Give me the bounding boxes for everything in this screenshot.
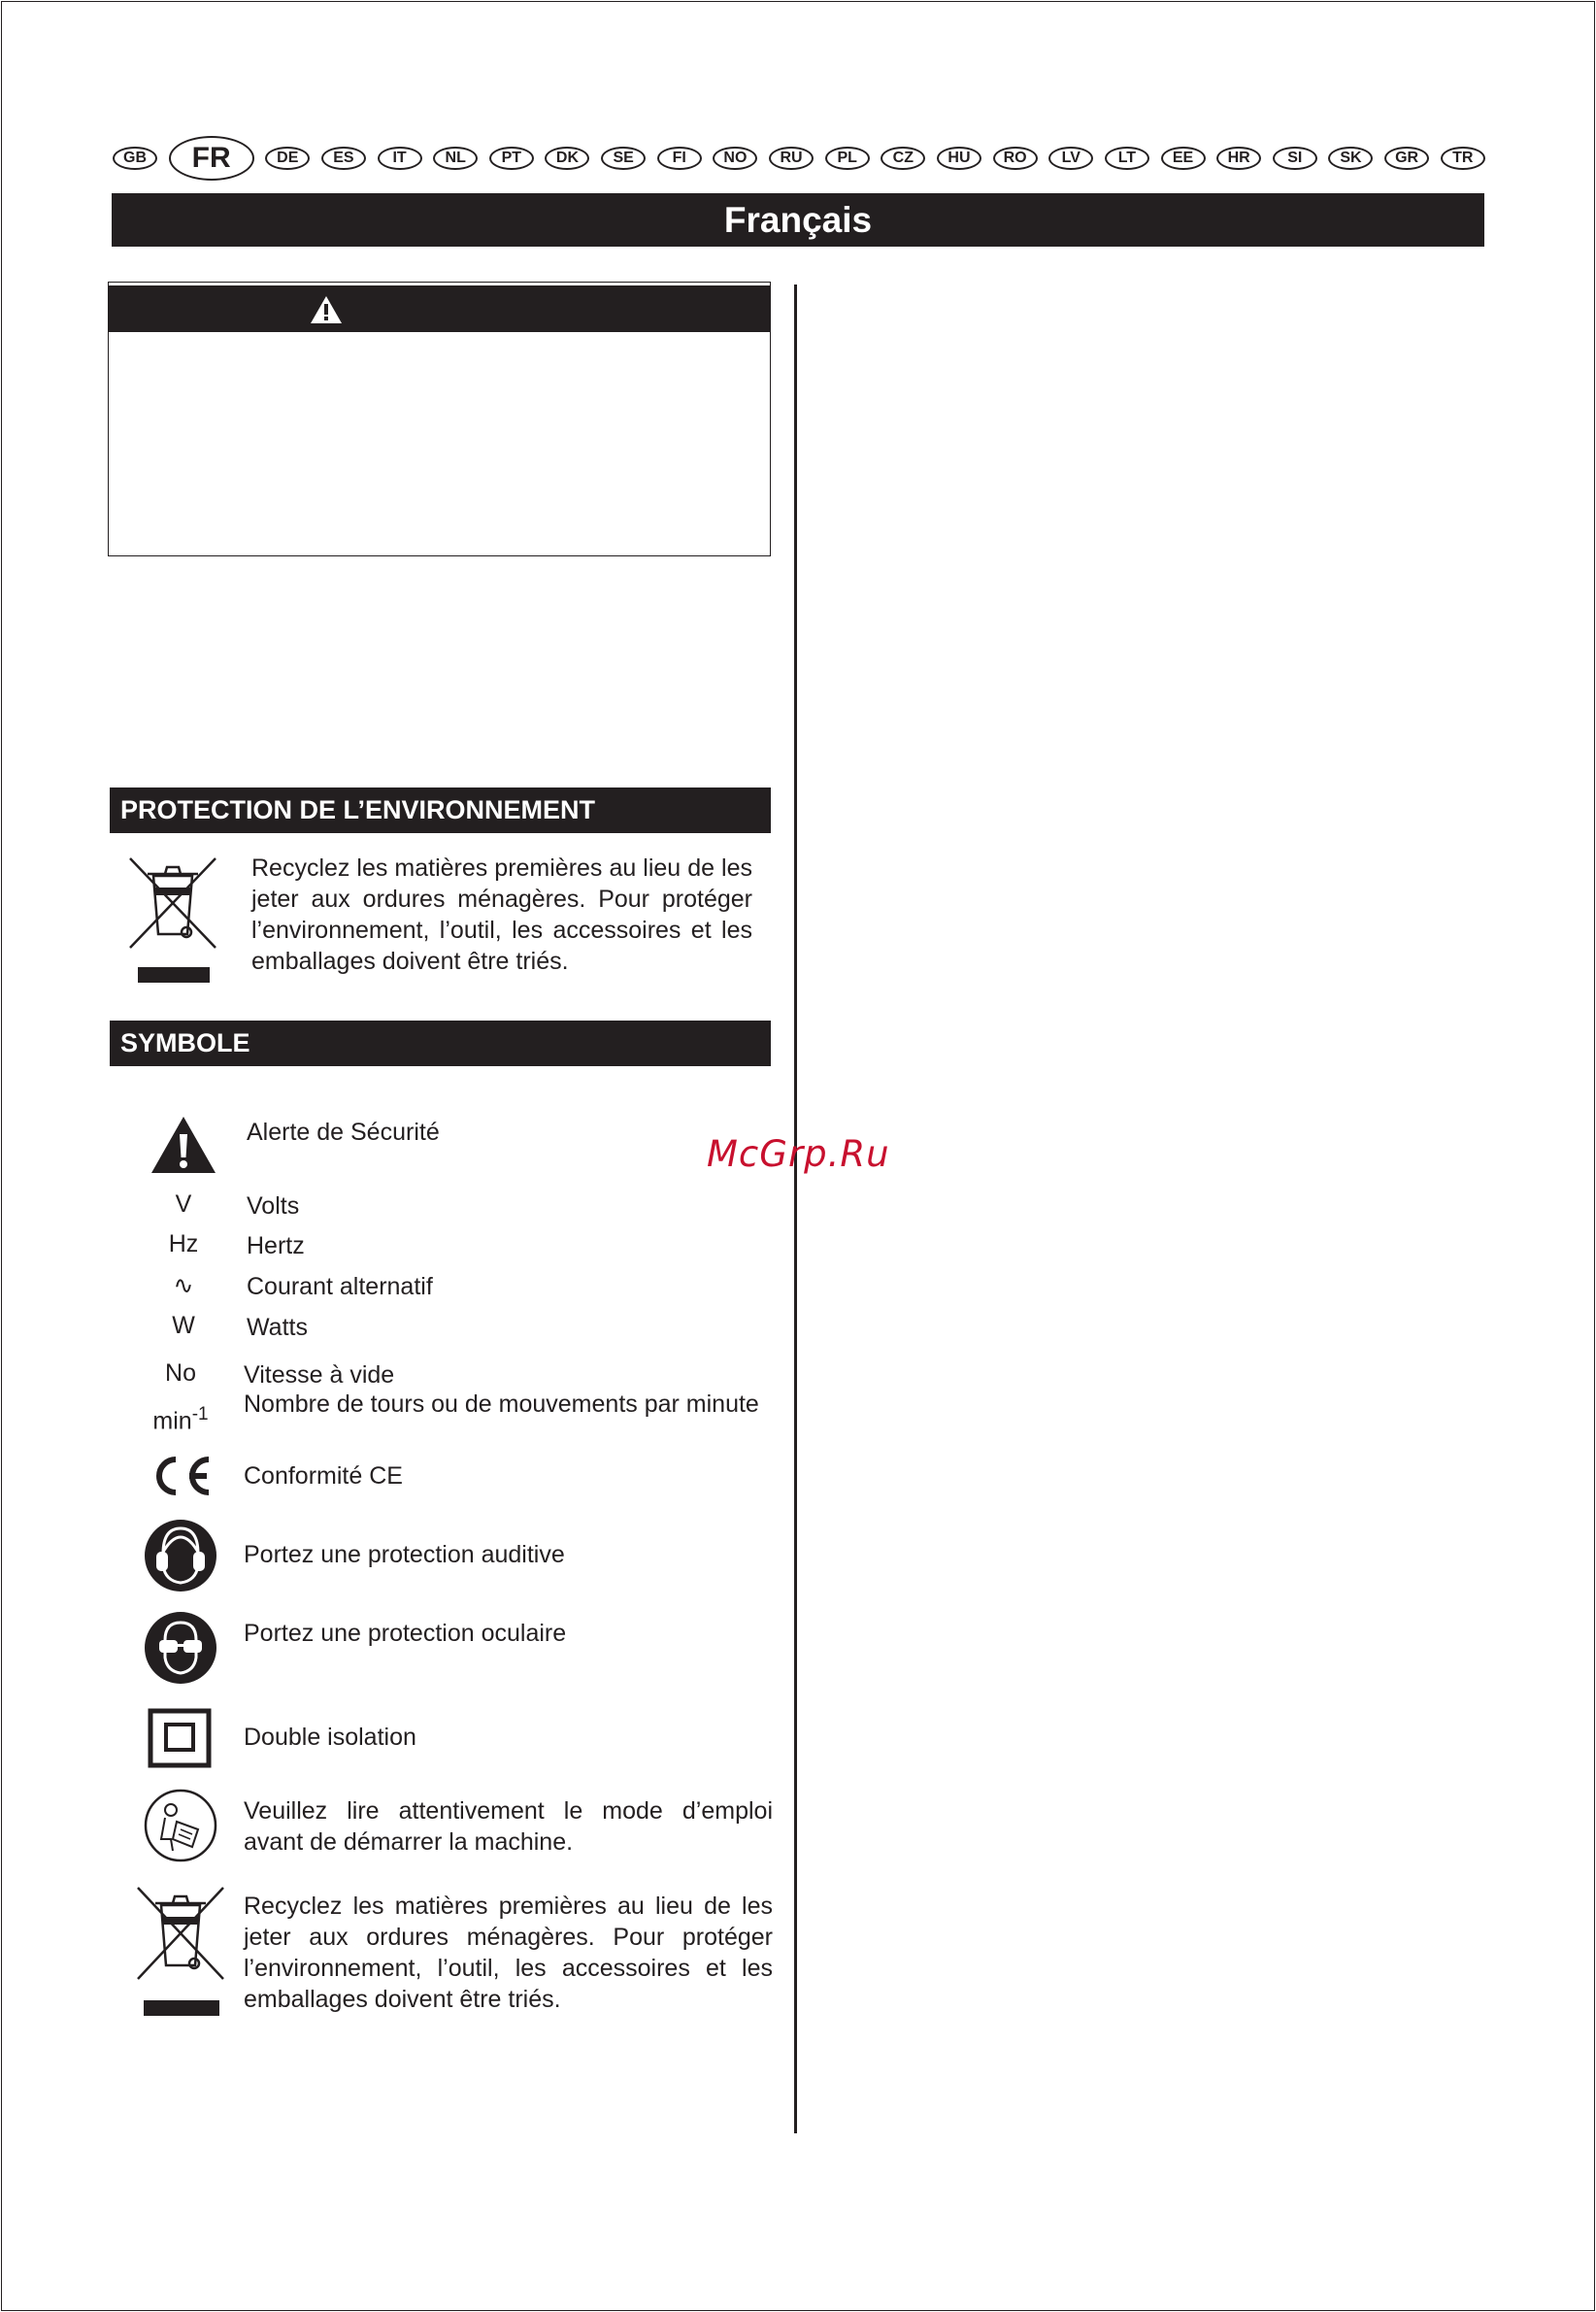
- safety-alert-icon: [150, 1115, 217, 1175]
- lang-pt[interactable]: PT: [489, 147, 534, 170]
- symbol-char: [142, 1404, 219, 1435]
- symbol-min-exponent: -1: [191, 1404, 209, 1424]
- lang-it[interactable]: IT: [378, 147, 422, 170]
- symbols-heading: SYMBOLE: [110, 1021, 771, 1066]
- lang-hr[interactable]: HR: [1216, 147, 1261, 170]
- lang-gr[interactable]: GR: [1384, 147, 1429, 170]
- symbol-char: No: [165, 1359, 196, 1387]
- lang-cz[interactable]: CZ: [881, 147, 925, 170]
- lang-fr-active[interactable]: FR: [169, 136, 254, 181]
- lang-de[interactable]: DE: [265, 147, 310, 170]
- lang-si[interactable]: SI: [1273, 147, 1317, 170]
- lang-es[interactable]: ES: [321, 147, 366, 170]
- lang-ru[interactable]: RU: [769, 147, 814, 170]
- warning-triangle-icon: [310, 295, 343, 324]
- symbol-char: W: [172, 1312, 195, 1339]
- lang-lv[interactable]: LV: [1048, 147, 1093, 170]
- symbol-label: Portez une protection auditive: [244, 1541, 565, 1568]
- environment-heading: PROTECTION DE L’ENVIRONNEMENT: [110, 787, 771, 833]
- warning-box: [108, 282, 771, 556]
- symbol-label: Recyclez les matières premières au lieu de les jeter aux ordures ménagères. Pour protéger l’environnement, l’outil, les accessoires et les emballages doivent être triés.: [244, 1893, 773, 2013]
- symbol-min: min: [152, 1407, 192, 1435]
- hearing-protection-icon: [144, 1519, 217, 1592]
- double-insulation-icon: [148, 1708, 212, 1768]
- symbol-label: Volts: [247, 1192, 300, 1220]
- lang-pl[interactable]: PL: [825, 147, 870, 170]
- lang-se[interactable]: SE: [601, 147, 646, 170]
- page-title: Français: [112, 193, 1484, 247]
- symbol-label: Nombre de tours ou de mouvements par minute: [244, 1391, 759, 1418]
- lang-hu[interactable]: HU: [937, 147, 981, 170]
- lang-no[interactable]: NO: [713, 147, 757, 170]
- lang-gb[interactable]: GB: [113, 147, 157, 170]
- crossed-bin-icon: [126, 854, 219, 985]
- symbol-label: Courant alternatif: [247, 1273, 433, 1300]
- symbol-label: Watts: [247, 1314, 308, 1341]
- lang-dk[interactable]: DK: [545, 147, 589, 170]
- symbol-char: Hz: [168, 1230, 199, 1257]
- ce-mark-icon: [149, 1454, 213, 1498]
- column-divider: [794, 285, 797, 2133]
- lang-nl[interactable]: NL: [433, 147, 478, 170]
- lang-lt[interactable]: LT: [1105, 147, 1149, 170]
- crossed-bin-icon: [134, 1884, 227, 2018]
- symbol-label: Veuillez lire attentivement le mode d’emploi avant de démarrer la machine.: [244, 1797, 773, 1856]
- eye-protection-icon: [144, 1611, 217, 1685]
- lang-ro[interactable]: RO: [993, 147, 1038, 170]
- watermark: McGrp.Ru: [707, 1133, 890, 1175]
- symbol-label: Conformité CE: [244, 1462, 403, 1490]
- environment-text: Recyclez les matières premières au lieu de les jeter aux ordures ménagères. Pour protéger l’environnement, l’outil, les accessoires et les emballages doivent être triés.: [251, 854, 752, 975]
- read-manual-icon: [144, 1789, 217, 1862]
- symbol-char: V: [175, 1190, 192, 1218]
- symbol-label: Portez une protection oculaire: [244, 1620, 567, 1647]
- lang-sk[interactable]: SK: [1328, 147, 1373, 170]
- symbol-label: Vitesse à vide: [244, 1361, 395, 1389]
- warning-header: [109, 285, 770, 332]
- lang-fi[interactable]: FI: [657, 147, 702, 170]
- symbol-label: Double isolation: [244, 1724, 416, 1751]
- language-selector: [113, 136, 1485, 181]
- symbol-label: Hertz: [247, 1232, 305, 1259]
- lang-tr[interactable]: TR: [1441, 147, 1485, 170]
- lang-ee[interactable]: EE: [1161, 147, 1206, 170]
- ac-symbol: ∿: [173, 1272, 194, 1299]
- symbol-label: Alerte de Sécurité: [247, 1119, 440, 1146]
